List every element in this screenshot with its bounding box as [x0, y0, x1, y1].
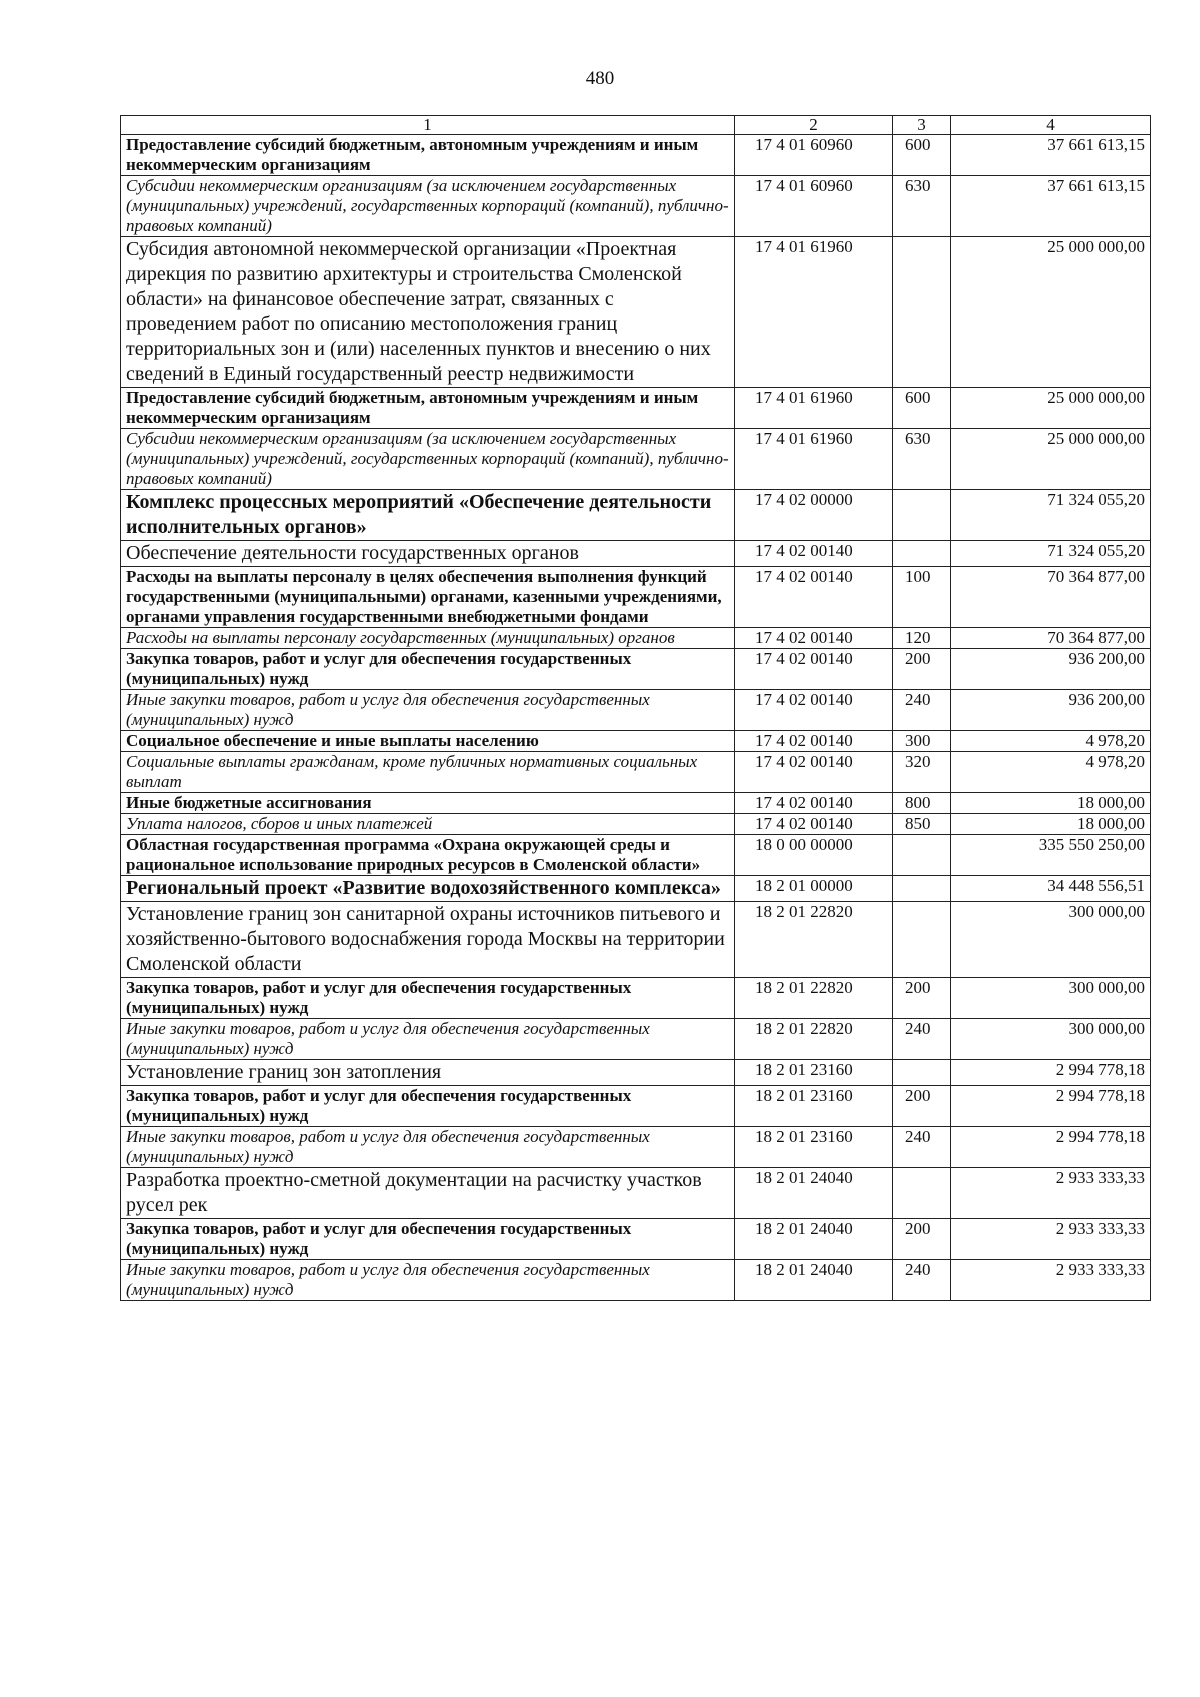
row-code-cell: 17 4 02 00000 [735, 490, 893, 541]
table-row [121, 1060, 1151, 1086]
table-row [121, 1019, 1151, 1060]
table-row [121, 1086, 1151, 1127]
row-name-cell: Обеспечение деятельности государственных органов [121, 541, 735, 567]
table-row [121, 978, 1151, 1019]
page-number: 480 [585, 68, 615, 89]
table-row [121, 176, 1151, 237]
row-kind-cell [893, 237, 951, 388]
row-kind-cell: 600 [893, 388, 951, 429]
row-sum-cell: 71 324 055,20 [951, 541, 1151, 567]
table-row [121, 649, 1151, 690]
row-code-cell: 17 4 02 00140 [735, 541, 893, 567]
row-kind-cell [893, 541, 951, 567]
row-code-cell: 17 4 01 61960 [735, 388, 893, 429]
row-name-cell: Иные закупки товаров, работ и услуг для обеспечения государственных (муниципальных) нужд [121, 1260, 735, 1301]
row-sum-cell: 34 448 556,51 [951, 876, 1151, 902]
row-code-cell: 18 2 01 24040 [735, 1260, 893, 1301]
row-name-cell: Расходы на выплаты персоналу в целях обеспечения выполнения функций государственными (муниципальными) органами, казенными учреждениями, органами управления государственными внебюджетными фондами [121, 567, 735, 628]
row-kind-cell [893, 490, 951, 541]
row-sum-cell: 70 364 877,00 [951, 628, 1151, 649]
header-cell-2: 2 [735, 116, 893, 135]
row-name-cell: Иные бюджетные ассигнования [121, 793, 735, 814]
row-sum-cell: 2 933 333,33 [951, 1260, 1151, 1301]
row-code-cell: 17 4 02 00140 [735, 628, 893, 649]
row-sum-cell: 18 000,00 [951, 793, 1151, 814]
table-row [121, 731, 1151, 752]
row-kind-cell: 200 [893, 1086, 951, 1127]
row-sum-cell: 300 000,00 [951, 902, 1151, 978]
table-row [121, 237, 1151, 388]
row-sum-cell: 4 978,20 [951, 752, 1151, 793]
row-name-cell: Закупка товаров, работ и услуг для обеспечения государственных (муниципальных) нужд [121, 1219, 735, 1260]
row-code-cell: 17 4 01 60960 [735, 176, 893, 237]
row-code-cell: 17 4 01 60960 [735, 135, 893, 176]
row-sum-cell: 936 200,00 [951, 649, 1151, 690]
row-sum-cell: 25 000 000,00 [951, 429, 1151, 490]
table-row [121, 541, 1151, 567]
row-name-cell: Субсидия автономной некоммерческой организации «Проектная дирекция по развитию архитектуры и строительства Смоленской области» на финансовое обеспечение затрат, связанных с проведением работ по описанию местоположения границ территориальных зон и (или) населенных пунктов и внесению о них сведений в Единый государственный реестр недвижимости [121, 237, 735, 388]
row-sum-cell: 70 364 877,00 [951, 567, 1151, 628]
row-name-cell: Иные закупки товаров, работ и услуг для обеспечения государственных (муниципальных) нужд [121, 1127, 735, 1168]
row-code-cell: 17 4 01 61960 [735, 429, 893, 490]
row-code-cell: 18 2 01 23160 [735, 1127, 893, 1168]
row-kind-cell [893, 1060, 951, 1086]
row-name-cell: Субсидии некоммерческим организациям (за исключением государственных (муниципальных) учреждений, государственных корпораций (компаний), публично-правовых компаний) [121, 176, 735, 237]
row-sum-cell: 2 994 778,18 [951, 1086, 1151, 1127]
table-row [121, 793, 1151, 814]
header-cell-3: 3 [893, 116, 951, 135]
row-sum-cell: 936 200,00 [951, 690, 1151, 731]
table-row [121, 814, 1151, 835]
row-kind-cell [893, 1168, 951, 1219]
row-name-cell: Иные закупки товаров, работ и услуг для обеспечения государственных (муниципальных) нужд [121, 690, 735, 731]
row-name-cell: Социальные выплаты гражданам, кроме публичных нормативных социальных выплат [121, 752, 735, 793]
header-row [121, 116, 1151, 135]
row-kind-cell [893, 902, 951, 978]
row-sum-cell: 300 000,00 [951, 978, 1151, 1019]
row-sum-cell: 25 000 000,00 [951, 237, 1151, 388]
row-sum-cell: 335 550 250,00 [951, 835, 1151, 876]
row-code-cell: 18 2 01 22820 [735, 978, 893, 1019]
row-code-cell: 17 4 02 00140 [735, 814, 893, 835]
row-sum-cell: 2 994 778,18 [951, 1127, 1151, 1168]
table-row [121, 1219, 1151, 1260]
row-name-cell: Предоставление субсидий бюджетным, автономным учреждениям и иным некоммерческим организациям [121, 135, 735, 176]
header-cell-1: 1 [121, 116, 735, 135]
row-code-cell: 18 2 01 24040 [735, 1219, 893, 1260]
row-kind-cell: 240 [893, 1260, 951, 1301]
row-code-cell: 18 2 01 23160 [735, 1060, 893, 1086]
table-row [121, 567, 1151, 628]
row-code-cell: 17 4 01 61960 [735, 237, 893, 388]
row-code-cell: 17 4 02 00140 [735, 567, 893, 628]
row-code-cell: 18 2 01 00000 [735, 876, 893, 902]
table-row [121, 902, 1151, 978]
row-name-cell: Уплата налогов, сборов и иных платежей [121, 814, 735, 835]
row-kind-cell: 240 [893, 690, 951, 731]
row-sum-cell: 25 000 000,00 [951, 388, 1151, 429]
table-row [121, 388, 1151, 429]
row-name-cell: Комплекс процессных мероприятий «Обеспечение деятельности исполнительных органов» [121, 490, 735, 541]
row-name-cell: Закупка товаров, работ и услуг для обеспечения государственных (муниципальных) нужд [121, 978, 735, 1019]
budget-table [120, 115, 1151, 1301]
row-name-cell: Расходы на выплаты персоналу государственных (муниципальных) органов [121, 628, 735, 649]
row-kind-cell: 630 [893, 429, 951, 490]
row-code-cell: 17 4 02 00140 [735, 731, 893, 752]
row-sum-cell: 4 978,20 [951, 731, 1151, 752]
row-sum-cell: 2 994 778,18 [951, 1060, 1151, 1086]
row-code-cell: 17 4 02 00140 [735, 649, 893, 690]
row-kind-cell: 850 [893, 814, 951, 835]
row-code-cell: 17 4 02 00140 [735, 793, 893, 814]
row-code-cell: 18 2 01 24040 [735, 1168, 893, 1219]
table-row [121, 752, 1151, 793]
row-code-cell: 18 0 00 00000 [735, 835, 893, 876]
row-sum-cell: 300 000,00 [951, 1019, 1151, 1060]
row-kind-cell: 200 [893, 1219, 951, 1260]
row-name-cell: Региональный проект «Развитие водохозяйственного комплекса» [121, 876, 735, 902]
row-kind-cell: 200 [893, 978, 951, 1019]
row-sum-cell: 37 661 613,15 [951, 176, 1151, 237]
row-sum-cell: 71 324 055,20 [951, 490, 1151, 541]
row-kind-cell: 200 [893, 649, 951, 690]
row-sum-cell: 18 000,00 [951, 814, 1151, 835]
row-kind-cell: 320 [893, 752, 951, 793]
row-sum-cell: 37 661 613,15 [951, 135, 1151, 176]
row-code-cell: 17 4 02 00140 [735, 690, 893, 731]
row-kind-cell: 120 [893, 628, 951, 649]
row-sum-cell: 2 933 333,33 [951, 1219, 1151, 1260]
table-row [121, 876, 1151, 902]
header-cell-4: 4 [951, 116, 1151, 135]
table-row [121, 135, 1151, 176]
row-name-cell: Закупка товаров, работ и услуг для обеспечения государственных (муниципальных) нужд [121, 1086, 735, 1127]
row-name-cell: Разработка проектно-сметной документации на расчистку участков русел рек [121, 1168, 735, 1219]
table-row [121, 1260, 1151, 1301]
table-row [121, 490, 1151, 541]
row-kind-cell: 600 [893, 135, 951, 176]
table-row [121, 429, 1151, 490]
row-name-cell: Иные закупки товаров, работ и услуг для обеспечения государственных (муниципальных) нужд [121, 1019, 735, 1060]
table-row [121, 628, 1151, 649]
table-row [121, 1168, 1151, 1219]
row-code-cell: 18 2 01 23160 [735, 1086, 893, 1127]
row-name-cell: Субсидии некоммерческим организациям (за исключением государственных (муниципальных) учреждений, государственных корпораций (компаний), публично-правовых компаний) [121, 429, 735, 490]
table-row [121, 1127, 1151, 1168]
row-name-cell: Установление границ зон санитарной охраны источников питьевого и хозяйственно-бытового водоснабжения города Москвы на территории Смоленской области [121, 902, 735, 978]
table-row [121, 690, 1151, 731]
row-kind-cell: 630 [893, 176, 951, 237]
row-name-cell: Социальное обеспечение и иные выплаты населению [121, 731, 735, 752]
row-name-cell: Предоставление субсидий бюджетным, автономным учреждениям и иным некоммерческим организациям [121, 388, 735, 429]
row-kind-cell [893, 876, 951, 902]
row-sum-cell: 2 933 333,33 [951, 1168, 1151, 1219]
row-code-cell: 17 4 02 00140 [735, 752, 893, 793]
row-code-cell: 18 2 01 22820 [735, 902, 893, 978]
row-kind-cell [893, 835, 951, 876]
table-row [121, 835, 1151, 876]
row-name-cell: Областная государственная программа «Охрана окружающей среды и рациональное использование природных ресурсов в Смоленской области» [121, 835, 735, 876]
row-kind-cell: 240 [893, 1127, 951, 1168]
row-code-cell: 18 2 01 22820 [735, 1019, 893, 1060]
row-kind-cell: 240 [893, 1019, 951, 1060]
row-name-cell: Закупка товаров, работ и услуг для обеспечения государственных (муниципальных) нужд [121, 649, 735, 690]
row-kind-cell: 800 [893, 793, 951, 814]
row-kind-cell: 100 [893, 567, 951, 628]
row-name-cell: Установление границ зон затопления [121, 1060, 735, 1086]
row-kind-cell: 300 [893, 731, 951, 752]
budget-table-body [121, 116, 1151, 1301]
